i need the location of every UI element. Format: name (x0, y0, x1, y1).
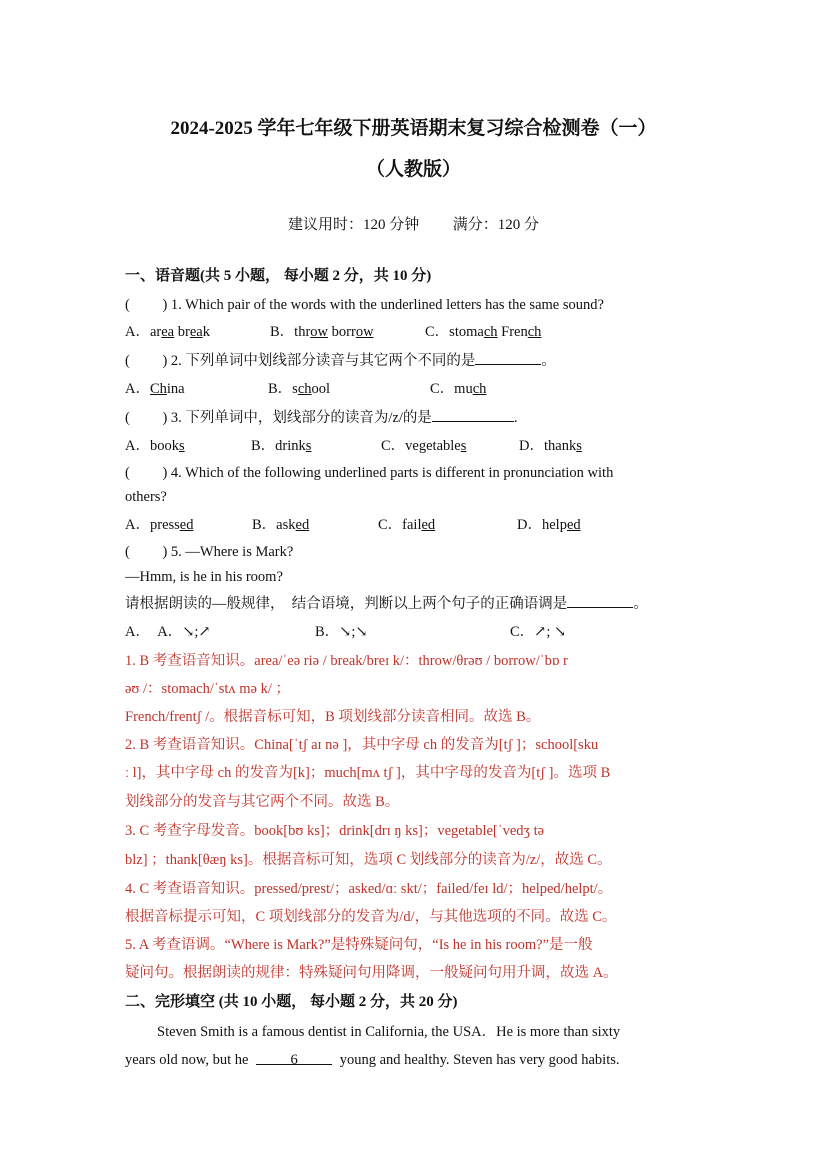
q1-option-a[interactable]: A．area break (125, 324, 210, 340)
q5-answer-blank[interactable] (567, 593, 633, 608)
q5-option-c[interactable]: C．↗; ↘ (510, 624, 567, 640)
q5-stem-line2: —Hmm, is he in his room? (125, 569, 283, 585)
q3-option-c[interactable]: C．vegetables (381, 438, 467, 454)
q3-answer-blank[interactable] (432, 407, 514, 422)
time-info: 建议用时：120 分钟 (287, 217, 420, 233)
exam-info (0, 213, 827, 234)
cloze-blank-6[interactable]: 6 (256, 1050, 332, 1065)
q5-option-b[interactable]: B．↘;↘ (315, 624, 368, 640)
section2-heading: 二、完形填空 (共 10 小题， 每小题 2 分，共 20 分) (125, 994, 458, 1010)
answer-2-line3: 划线部分的发音与其它两个不同。故选 B。 (125, 794, 400, 810)
q1-option-b[interactable]: B．throw borrow (270, 324, 374, 340)
q2-option-a[interactable]: A．China (125, 381, 185, 397)
q1-option-c[interactable]: C．stomach French (425, 324, 542, 340)
q5-stem-line3: 请根据朗读的—般规律， 结合语境，判断以上两个句子的正确语调是 。 (125, 593, 648, 614)
q4-option-d[interactable]: D．helped (517, 517, 581, 533)
q2-option-c[interactable]: C．much (430, 381, 487, 397)
q3-option-b[interactable]: B．drinks (251, 438, 312, 454)
page-title: 2024-2025 学年七年级下册英语期末复习综合检测卷（一） (170, 118, 657, 139)
answer-5-line1: 5. A 考查语调。“Where is Mark?”是特殊疑问句，“Is he in his room?”是一般 (125, 937, 593, 953)
section1-heading: 一、语音题(共 5 小题， 每小题 2 分，共 10 分) (125, 268, 432, 284)
q1-stem: ( ) 1. Which pair of the words with the underlined letters has the same sound? (125, 297, 604, 313)
q4-option-c[interactable]: C．failed (378, 517, 436, 533)
answer-5-line2: 疑问句。根据朗读的规律：特殊疑问句用降调，一般疑问句用升调，故选 A。 (125, 965, 618, 981)
answer-3-line1: 3. C 考查字母发音。book[bʊ ks]；drink[drɪ ŋ ks]；vegetable[ˈvedʒ tə (125, 823, 545, 839)
q4-stem-line1: ( ) 4. Which of the following underlined parts is different in pronunciation with (125, 465, 614, 481)
answer-3-line2: blz] ；thank[θæŋ ks]。根据音标可知，选项 C 划线部分的读音为/z/，故选 C。 (125, 852, 612, 868)
q4-stem-line2: others? (125, 489, 167, 505)
answer-1-line1: 1. B 考查语音知识。area/ˈeə riə / break/breɪ k/：throw/θrəʊ / borrow/ˈbɒ r (125, 653, 568, 669)
answer-2-line1: 2. B 考查语音知识。China[ˈtʃ aɪ nə ]，其中字母 ch 的发音为[tʃ ]；school[sku (125, 737, 599, 753)
answer-2-line2: ː l]，其中字母 ch 的发音为[k]；much[mʌ tʃ ]，其中字母的发音为[tʃ ]。选项 B (125, 765, 611, 781)
answer-1-line3: French/frentʃ /。根据音标可知，B 项划线部分读音相同。故选 B。 (125, 709, 541, 725)
q5-option-a[interactable]: A． A．↘;↗ (125, 624, 211, 640)
passage-line1: Steven Smith is a famous dentist in California, the USA．He is more than sixty (157, 1024, 621, 1040)
q3-option-d[interactable]: D．thanks (519, 438, 582, 454)
q3-stem: ( ) 3. 下列单词中，划线部分的读音为/z/的是 . (125, 407, 518, 428)
page-subtitle: （人教版） (365, 159, 461, 180)
answer-4-line2: 根据音标提示可知，C 项划线部分的发音为/d/，与其他选项的不同。故选 C。 (125, 909, 617, 925)
q3-option-a[interactable]: A．books (125, 438, 185, 454)
q2-answer-blank[interactable] (475, 350, 541, 365)
q2-stem: ( ) 2. 下列单词中划线部分读音与其它两个不同的是 。 (125, 350, 556, 371)
q5-stem-line1: ( ) 5. —Where is Mark? (125, 544, 294, 560)
q4-option-b[interactable]: B．asked (252, 517, 310, 533)
answer-1-line2: əʊ /：stomach/ˈstʌ mə k/ ； (125, 681, 291, 697)
score-info: 满分：120 分 (452, 217, 540, 233)
answer-4-line1: 4. C 考查语音知识。pressed/prest/；asked/ɑː skt/；failed/feɪ ld/；helped/helpt/。 (125, 881, 613, 897)
passage-line2: years old now, but he 6 young and healthy. Steven has very good habits. (125, 1052, 620, 1068)
q2-option-b[interactable]: B．school (268, 381, 331, 397)
q4-option-a[interactable]: A．pressed (125, 517, 194, 533)
